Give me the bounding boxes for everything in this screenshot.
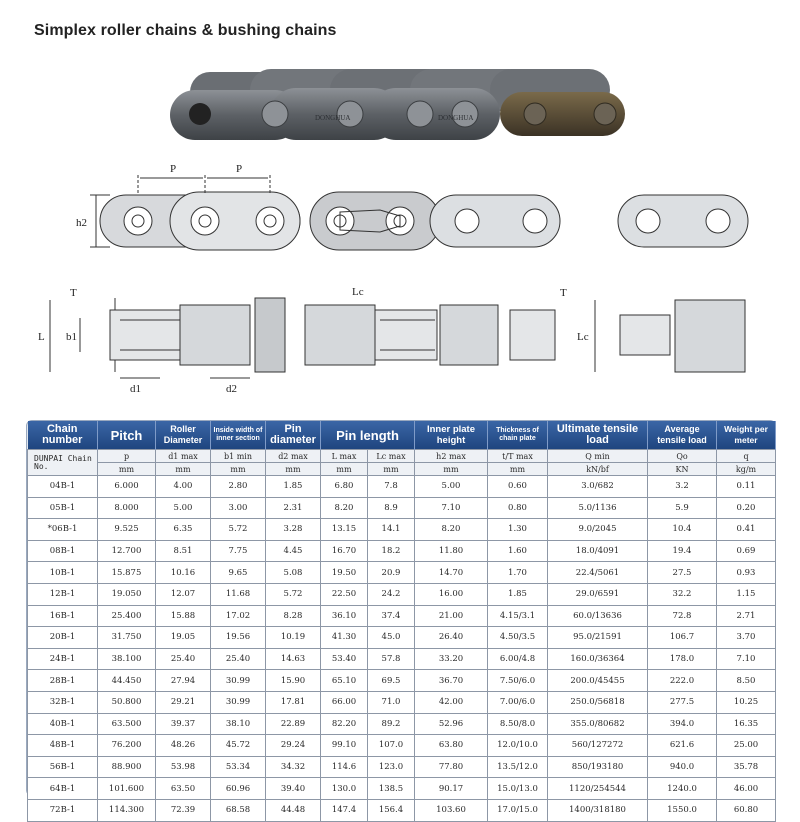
table-cell: 7.10 [415, 497, 488, 519]
table-cell: 8.28 [266, 605, 321, 627]
table-cell: 394.0 [648, 713, 717, 735]
table-cell: 21.00 [415, 605, 488, 627]
table-cell: 31.750 [98, 627, 156, 649]
table-cell: 18.0/4091 [548, 540, 648, 562]
table-cell: 36.70 [415, 670, 488, 692]
table-cell: 8.50 [717, 670, 776, 692]
table-cell: 0.93 [717, 562, 776, 584]
table-cell: 250.0/56818 [548, 691, 648, 713]
table-cell: 53.34 [211, 756, 266, 778]
table-cell: 22.4/5061 [548, 562, 648, 584]
table-cell: 52.96 [415, 713, 488, 735]
table-cell: 9.0/2045 [548, 519, 648, 541]
dim-label-h2: h2 [76, 217, 87, 229]
table-cell: 200.0/45455 [548, 670, 648, 692]
header-inner-plate-height: Inner plate height [415, 421, 488, 450]
unit-cell: mm [368, 463, 415, 476]
table-cell: 2.31 [266, 497, 321, 519]
table-cell: 88.900 [98, 756, 156, 778]
table-cell: 10.25 [717, 691, 776, 713]
table-cell: 72.8 [648, 605, 717, 627]
table-cell: 114.300 [98, 799, 156, 821]
table-cell: 9.525 [98, 519, 156, 541]
table-cell: 12.07 [156, 583, 211, 605]
header-plate-thickness: Thickness of chain plate [488, 421, 548, 450]
table-cell: 8.20 [415, 519, 488, 541]
subheader-row [28, 450, 776, 463]
table-cell: 19.56 [211, 627, 266, 649]
subheader-cell: Lc max [368, 450, 415, 463]
header-pin-length: Pin length [321, 421, 415, 450]
table-cell: 19.4 [648, 540, 717, 562]
subheader-cell: q [717, 450, 776, 463]
table-cell: 44.450 [98, 670, 156, 692]
table-cell: 4.15/3.1 [488, 605, 548, 627]
table-cell: 130.0 [321, 778, 368, 800]
table-cell: 1550.0 [648, 799, 717, 821]
table-cell: 77.80 [415, 756, 488, 778]
unit-cell: mm [321, 463, 368, 476]
dim-label-d2: d2 [226, 383, 237, 395]
photo-text-2: DONGHUA [438, 114, 474, 122]
table-cell: 0.60 [488, 476, 548, 498]
subheader-cell: Q min [548, 450, 648, 463]
table-cell: 34.32 [266, 756, 321, 778]
table-row [28, 670, 776, 692]
table-cell: 89.2 [368, 713, 415, 735]
table-cell: 22.89 [266, 713, 321, 735]
table-cell: 178.0 [648, 648, 717, 670]
table-cell: 32.2 [648, 583, 717, 605]
table-cell: 25.40 [211, 648, 266, 670]
table-row [28, 497, 776, 519]
table-cell: 14.1 [368, 519, 415, 541]
table-cell: 11.68 [211, 583, 266, 605]
table-cell: 18.2 [368, 540, 415, 562]
subheader-cell: p [98, 450, 156, 463]
table-cell: 76.200 [98, 735, 156, 757]
table-row [28, 756, 776, 778]
table-cell: 4.50/3.5 [488, 627, 548, 649]
table-cell: 5.9 [648, 497, 717, 519]
table-cell: 12.0/10.0 [488, 735, 548, 757]
chain-number-cell: 24B-1 [28, 648, 98, 670]
table-cell: 66.00 [321, 691, 368, 713]
table-cell: 53.40 [321, 648, 368, 670]
table-cell: 5.08 [266, 562, 321, 584]
table-cell: 8.51 [156, 540, 211, 562]
chain-number-cell: 16B-1 [28, 605, 98, 627]
table-cell: 82.20 [321, 713, 368, 735]
table-cell: 45.72 [211, 735, 266, 757]
table-cell: 65.10 [321, 670, 368, 692]
table-row [28, 735, 776, 757]
table-cell: 17.02 [211, 605, 266, 627]
table-row [28, 691, 776, 713]
table-cell: 48.26 [156, 735, 211, 757]
spec-table [27, 421, 776, 822]
table-cell: 63.50 [156, 778, 211, 800]
table-cell: 2.71 [717, 605, 776, 627]
table-cell: 160.0/36364 [548, 648, 648, 670]
subheader-cell: Qo [648, 450, 717, 463]
table-cell: 29.0/6591 [548, 583, 648, 605]
table-cell: 27.94 [156, 670, 211, 692]
table-row [28, 583, 776, 605]
table-cell: 15.875 [98, 562, 156, 584]
table-row [28, 519, 776, 541]
dim-label-T1: T [70, 287, 77, 299]
table-cell: 850/193180 [548, 756, 648, 778]
table-cell: 16.35 [717, 713, 776, 735]
table-cell: 35.78 [717, 756, 776, 778]
header-pin-diameter: Pin diameter [266, 421, 321, 450]
chain-number-cell: 64B-1 [28, 778, 98, 800]
table-cell: 50.800 [98, 691, 156, 713]
table-cell: 30.99 [211, 691, 266, 713]
table-cell: 27.5 [648, 562, 717, 584]
table-cell: 222.0 [648, 670, 717, 692]
table-cell: 63.80 [415, 735, 488, 757]
header-inside-width: Inside width of inner section [211, 421, 266, 450]
table-cell: 8.000 [98, 497, 156, 519]
subheader-chain-no: DUNPAI Chain No. [28, 450, 98, 476]
chain-number-cell: 20B-1 [28, 627, 98, 649]
table-row [28, 778, 776, 800]
table-cell: 41.30 [321, 627, 368, 649]
table-cell: 6.00/4.8 [488, 648, 548, 670]
table-cell: 13.5/12.0 [488, 756, 548, 778]
table-cell: 69.5 [368, 670, 415, 692]
table-cell: 5.0/1136 [548, 497, 648, 519]
chain-number-cell: 72B-1 [28, 799, 98, 821]
technical-drawing [0, 150, 800, 410]
table-cell: 1.60 [488, 540, 548, 562]
table-cell: 3.70 [717, 627, 776, 649]
chain-number-cell: 28B-1 [28, 670, 98, 692]
chain-number-cell: 10B-1 [28, 562, 98, 584]
table-cell: 6.000 [98, 476, 156, 498]
unit-cell: kN/bf [548, 463, 648, 476]
table-cell: 103.60 [415, 799, 488, 821]
table-cell: 7.8 [368, 476, 415, 498]
table-cell: 4.00 [156, 476, 211, 498]
table-cell: 5.00 [415, 476, 488, 498]
photo-text-1: DONGHUA [315, 114, 351, 122]
table-cell: 2.80 [211, 476, 266, 498]
table-cell: 940.0 [648, 756, 717, 778]
dim-label-p2: P [236, 163, 243, 175]
table-cell: 63.500 [98, 713, 156, 735]
table-cell: 30.99 [211, 670, 266, 692]
table-cell: 95.0/21591 [548, 627, 648, 649]
table-cell: 19.050 [98, 583, 156, 605]
table-cell: 3.2 [648, 476, 717, 498]
table-cell: 26.40 [415, 627, 488, 649]
table-cell: 39.37 [156, 713, 211, 735]
table-row [28, 540, 776, 562]
table-cell: 5.72 [211, 519, 266, 541]
table-cell: 147.4 [321, 799, 368, 821]
table-cell: 39.40 [266, 778, 321, 800]
table-cell: 1.85 [266, 476, 321, 498]
unit-cell: mm [156, 463, 211, 476]
table-cell: 15.90 [266, 670, 321, 692]
header-ultimate-tensile-load: Ultimate tensile load [548, 421, 648, 450]
table-cell: 53.98 [156, 756, 211, 778]
table-cell: 123.0 [368, 756, 415, 778]
table-cell: 25.00 [717, 735, 776, 757]
table-cell: 29.24 [266, 735, 321, 757]
header-chain-number: Chain number [28, 421, 98, 450]
chain-number-cell: *06B-1 [28, 519, 98, 541]
table-row [28, 799, 776, 821]
table-cell: 3.28 [266, 519, 321, 541]
table-cell: 0.80 [488, 497, 548, 519]
chain-number-cell: 32B-1 [28, 691, 98, 713]
dim-label-T2: T [560, 287, 567, 299]
table-cell: 0.69 [717, 540, 776, 562]
chain-number-cell: 04B-1 [28, 476, 98, 498]
chain-number-cell: 05B-1 [28, 497, 98, 519]
table-cell: 114.6 [321, 756, 368, 778]
unit-cell: kg/m [717, 463, 776, 476]
unit-cell: mm [488, 463, 548, 476]
table-cell: 7.10 [717, 648, 776, 670]
subheader-cell: L max [321, 450, 368, 463]
table-cell: 4.45 [266, 540, 321, 562]
header-pitch: Pitch [98, 421, 156, 450]
dim-label-Lc1: Lc [352, 286, 364, 298]
dim-label-d1: d1 [130, 383, 141, 395]
header-roller-diameter: Roller Diameter [156, 421, 211, 450]
table-cell: 33.20 [415, 648, 488, 670]
table-row [28, 562, 776, 584]
table-cell: 20.9 [368, 562, 415, 584]
subheader-cell: d1 max [156, 450, 211, 463]
dim-label-L: L [38, 331, 45, 343]
chain-number-cell: 08B-1 [28, 540, 98, 562]
table-cell: 0.11 [717, 476, 776, 498]
table-cell: 138.5 [368, 778, 415, 800]
table-cell: 7.00/6.0 [488, 691, 548, 713]
units-row [28, 463, 776, 476]
unit-cell: KN [648, 463, 717, 476]
table-cell: 16.70 [321, 540, 368, 562]
table-cell: 8.20 [321, 497, 368, 519]
table-cell: 5.00 [156, 497, 211, 519]
chain-number-cell: 40B-1 [28, 713, 98, 735]
table-cell: 19.05 [156, 627, 211, 649]
table-cell: 45.0 [368, 627, 415, 649]
table-cell: 3.00 [211, 497, 266, 519]
table-cell: 560/127272 [548, 735, 648, 757]
table-cell: 14.63 [266, 648, 321, 670]
table-cell: 1.30 [488, 519, 548, 541]
table-cell: 60.80 [717, 799, 776, 821]
table-cell: 90.17 [415, 778, 488, 800]
table-cell: 46.00 [717, 778, 776, 800]
table-cell: 355.0/80682 [548, 713, 648, 735]
table-cell: 68.58 [211, 799, 266, 821]
table-cell: 25.40 [156, 648, 211, 670]
table-cell: 5.72 [266, 583, 321, 605]
table-cell: 42.00 [415, 691, 488, 713]
unit-cell: mm [415, 463, 488, 476]
subheader-cell: d2 max [266, 450, 321, 463]
unit-cell: mm [266, 463, 321, 476]
top-view [90, 175, 748, 250]
chain-photo [170, 64, 630, 154]
table-cell: 60.96 [211, 778, 266, 800]
table-cell: 16.00 [415, 583, 488, 605]
table-cell: 25.400 [98, 605, 156, 627]
table-row [28, 476, 776, 498]
table-cell: 22.50 [321, 583, 368, 605]
table-cell: 156.4 [368, 799, 415, 821]
table-cell: 1120/254544 [548, 778, 648, 800]
table-cell: 57.8 [368, 648, 415, 670]
table-cell: 1.85 [488, 583, 548, 605]
header-weight-per-meter: Weight per meter [717, 421, 776, 450]
table-cell: 1240.0 [648, 778, 717, 800]
table-cell: 38.100 [98, 648, 156, 670]
table-cell: 8.50/8.0 [488, 713, 548, 735]
table-cell: 6.80 [321, 476, 368, 498]
table-cell: 7.75 [211, 540, 266, 562]
table-cell: 17.0/15.0 [488, 799, 548, 821]
subheader-cell: h2 max [415, 450, 488, 463]
table-cell: 101.600 [98, 778, 156, 800]
table-cell: 19.50 [321, 562, 368, 584]
table-cell: 0.20 [717, 497, 776, 519]
table-cell: 10.4 [648, 519, 717, 541]
table-cell: 1400/318180 [548, 799, 648, 821]
chain-number-cell: 12B-1 [28, 583, 98, 605]
side-view [50, 298, 745, 378]
table-cell: 44.48 [266, 799, 321, 821]
table-cell: 107.0 [368, 735, 415, 757]
chain-front-plates [170, 88, 625, 140]
table-cell: 17.81 [266, 691, 321, 713]
table-cell: 8.9 [368, 497, 415, 519]
table-cell: 9.65 [211, 562, 266, 584]
table-cell: 1.15 [717, 583, 776, 605]
table-cell: 14.70 [415, 562, 488, 584]
table-cell: 12.700 [98, 540, 156, 562]
table-cell: 277.5 [648, 691, 717, 713]
table-cell: 3.0/682 [548, 476, 648, 498]
table-cell: 72.39 [156, 799, 211, 821]
table-cell: 6.35 [156, 519, 211, 541]
table-cell: 1.70 [488, 562, 548, 584]
table-cell: 15.0/13.0 [488, 778, 548, 800]
table-cell: 15.88 [156, 605, 211, 627]
table-cell: 24.2 [368, 583, 415, 605]
dim-label-b1: b1 [66, 331, 77, 343]
table-cell: 10.19 [266, 627, 321, 649]
chain-number-cell: 56B-1 [28, 756, 98, 778]
table-cell: 36.10 [321, 605, 368, 627]
header-average-tensile-load: Average tensile load [648, 421, 717, 450]
table-cell: 11.80 [415, 540, 488, 562]
table-cell: 29.21 [156, 691, 211, 713]
table-cell: 60.0/13636 [548, 605, 648, 627]
table-cell: 37.4 [368, 605, 415, 627]
dim-label-Lc2: Lc [577, 331, 589, 343]
subheader-cell: t/T max [488, 450, 548, 463]
subheader-cell: b1 min [211, 450, 266, 463]
table-row [28, 648, 776, 670]
table-cell: 0.41 [717, 519, 776, 541]
table-row [28, 605, 776, 627]
chain-number-cell: 48B-1 [28, 735, 98, 757]
table-cell: 7.50/6.0 [488, 670, 548, 692]
unit-cell: mm [98, 463, 156, 476]
page-title: Simplex roller chains & bushing chains [34, 22, 337, 39]
table-row [28, 627, 776, 649]
table-cell: 10.16 [156, 562, 211, 584]
table-cell: 13.15 [321, 519, 368, 541]
table-cell: 71.0 [368, 691, 415, 713]
spec-table-container [26, 420, 776, 816]
unit-cell: mm [211, 463, 266, 476]
table-cell: 106.7 [648, 627, 717, 649]
dim-label-p1: P [170, 163, 177, 175]
table-cell: 621.6 [648, 735, 717, 757]
table-cell: 99.10 [321, 735, 368, 757]
table-cell: 38.10 [211, 713, 266, 735]
table-row [28, 713, 776, 735]
